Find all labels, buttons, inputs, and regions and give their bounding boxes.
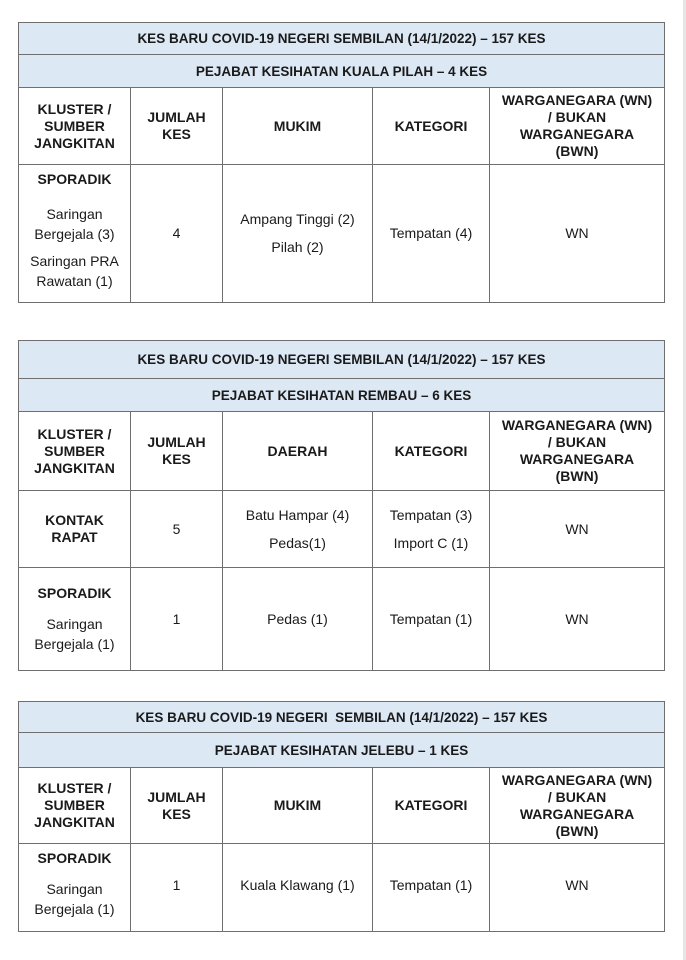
col-jumlah: JUMLAH KES — [131, 768, 223, 844]
office-title: PEJABAT KESIHATAN JELEBU – 1 KES — [19, 733, 665, 768]
cases-cell: 5 — [131, 491, 223, 568]
cluster-cell: SPORADIK Saringan Bergejala (1) — [19, 568, 131, 671]
area-cell: Kuala Klawang (1) — [223, 844, 373, 932]
table-row — [19, 568, 665, 671]
cases-cell: 1 — [131, 568, 223, 671]
col-kluster: KLUSTER / SUMBER JANGKITAN — [19, 412, 131, 491]
col-warganegara: WARGANEGARA (WN) / BUKAN WARGANEGARA (BWN) — [490, 768, 665, 844]
col-warganegara: WARGANEGARA (WN) / BUKAN WARGANEGARA (BWN) — [490, 412, 665, 491]
col-jumlah: JUMLAH KES — [131, 412, 223, 491]
table-rembau — [18, 340, 665, 671]
table-row — [19, 165, 665, 303]
category-cell: Tempatan (4) — [373, 165, 490, 303]
citizenship-cell: WN — [490, 491, 665, 568]
cluster-cell: KONTAK RAPAT — [19, 491, 131, 568]
area-cell: Ampang Tinggi (2) Pilah (2) — [223, 165, 373, 303]
category-cell: Tempatan (3) Import C (1) — [373, 491, 490, 568]
cases-cell: 1 — [131, 844, 223, 932]
citizenship-cell: WN — [490, 844, 665, 932]
area-cell: Pedas (1) — [223, 568, 373, 671]
col-kategori: KATEGORI — [373, 88, 490, 165]
cluster-label: SPORADIK — [37, 850, 112, 866]
table-row — [19, 844, 665, 932]
table-kuala-pilah — [18, 22, 665, 303]
col-mukim: MUKIM — [223, 88, 373, 165]
col-kategori: KATEGORI — [373, 768, 490, 844]
office-title: PEJABAT KESIHATAN REMBAU – 6 KES — [19, 379, 665, 412]
category-cell: Tempatan (1) — [373, 568, 490, 671]
table-title: KES BARU COVID-19 NEGERI SEMBILAN (14/1/2022) – 157 KES — [19, 341, 665, 379]
citizenship-cell: WN — [490, 568, 665, 671]
col-kluster: KLUSTER / SUMBER JANGKITAN — [19, 768, 131, 844]
col-kategori: KATEGORI — [373, 412, 490, 491]
citizenship-cell: WN — [490, 165, 665, 303]
table-title: KES BARU COVID-19 NEGERI SEMBILAN (14/1/2022) – 157 KES — [19, 702, 665, 733]
cluster-cell: SPORADIK Saringan Bergejala (1) — [19, 844, 131, 932]
col-kluster: KLUSTER / SUMBER JANGKITAN — [19, 88, 131, 165]
table-row — [19, 491, 665, 568]
cluster-label: SPORADIK — [37, 585, 112, 601]
cases-cell: 4 — [131, 165, 223, 303]
col-mukim: MUKIM — [223, 768, 373, 844]
col-jumlah: JUMLAH KES — [131, 88, 223, 165]
col-warganegara: WARGANEGARA (WN) / BUKAN WARGANEGARA (BWN) — [490, 88, 665, 165]
col-daerah: DAERAH — [223, 412, 373, 491]
cluster-label: SPORADIK — [37, 171, 112, 187]
area-cell: Batu Hampar (4) Pedas(1) — [223, 491, 373, 568]
table-jelebu — [18, 701, 665, 932]
table-title: KES BARU COVID-19 NEGERI SEMBILAN (14/1/2022) – 157 KES — [19, 23, 665, 55]
category-cell: Tempatan (1) — [373, 844, 490, 932]
cluster-cell: SPORADIK Saringan Bergejala (3) Saringan PRA Rawatan (1) — [19, 165, 131, 303]
office-title: PEJABAT KESIHATAN KUALA PILAH – 4 KES — [19, 55, 665, 88]
